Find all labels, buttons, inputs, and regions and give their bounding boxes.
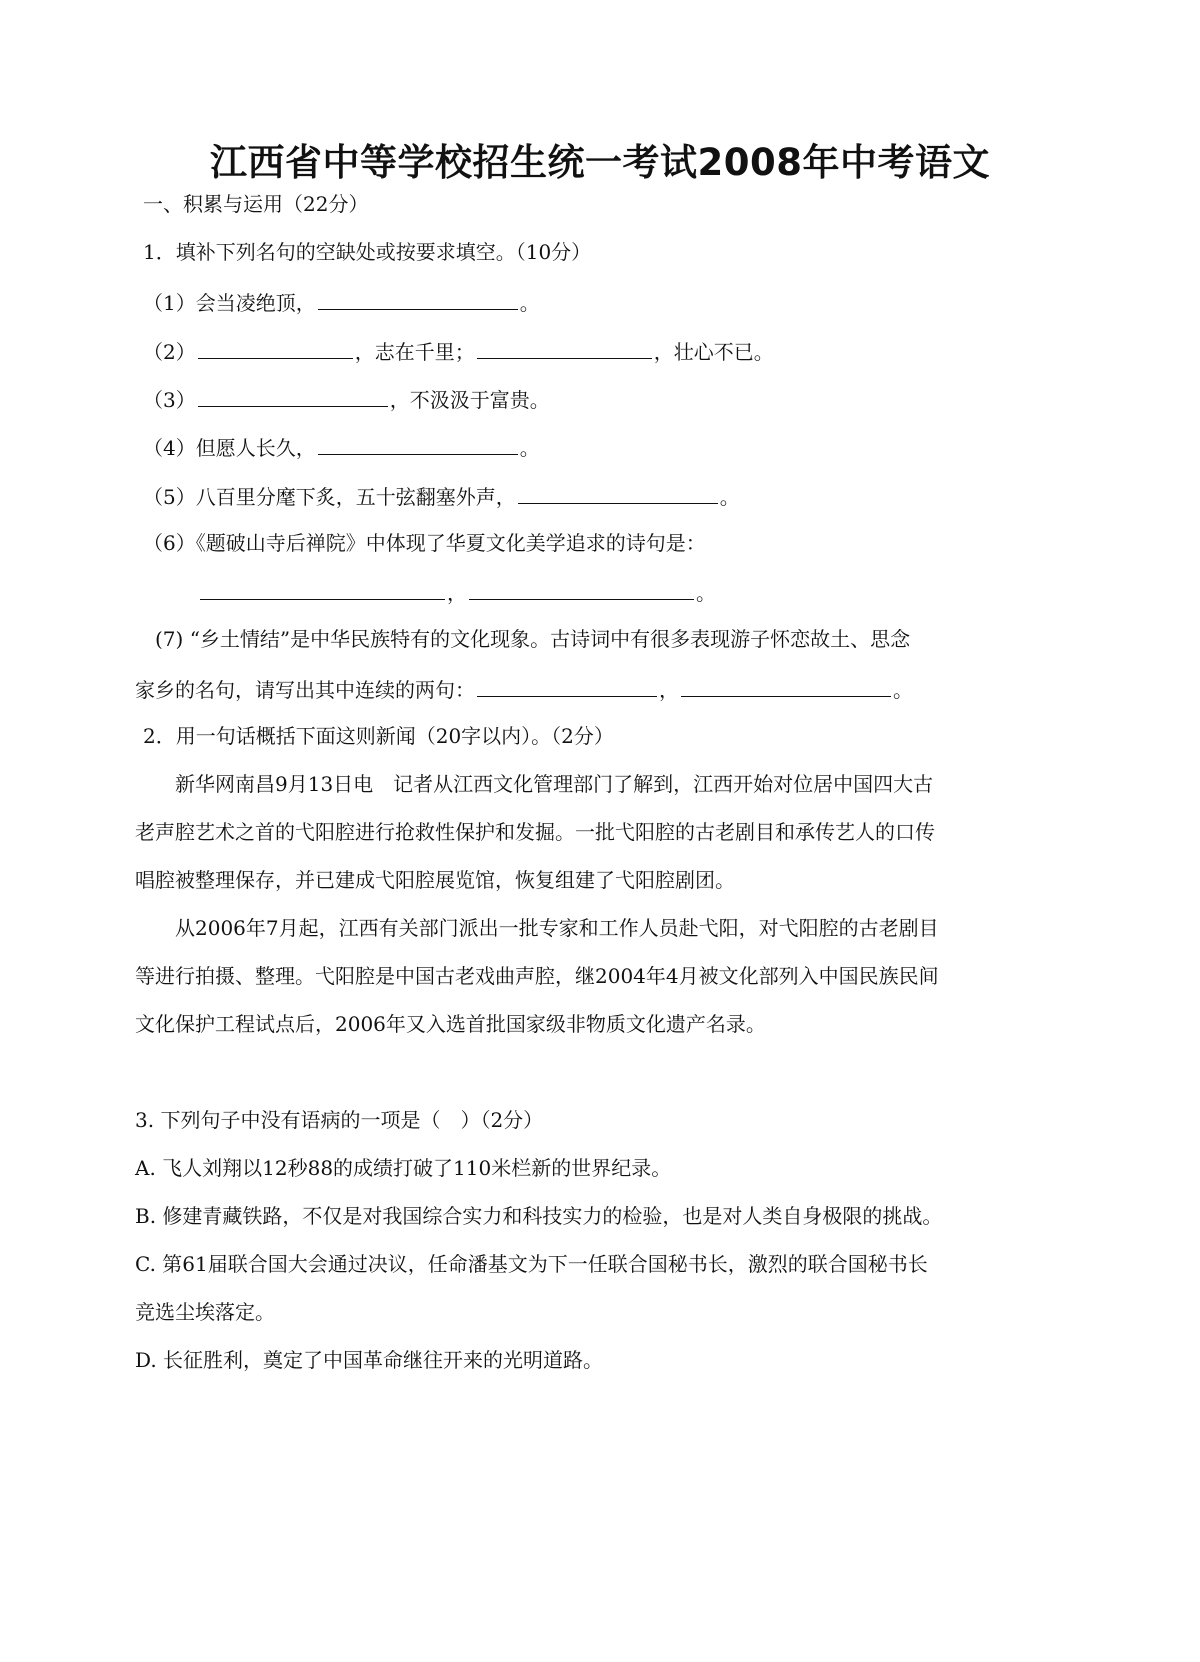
q1-item-7-cont: 家乡的名句，请写出其中连续的两句： ， 。 bbox=[135, 674, 913, 704]
option-d: D. 长征胜利，奠定了中国革命继往开来的光明道路。 bbox=[135, 1348, 604, 1372]
answer-blank[interactable] bbox=[477, 336, 652, 359]
news-para-2-line-2: 等进行拍摄、整理。弋阳腔是中国古老戏曲声腔，继2004年4月被文化部列入中国民族民间 bbox=[135, 964, 939, 988]
news-para-1-line-2: 老声腔艺术之首的弋阳腔进行抢救性保护和发掘。一批弋阳腔的古老剧目和承传艺人的口传 bbox=[135, 820, 935, 844]
answer-blank[interactable] bbox=[198, 384, 388, 407]
q1-item-6: （6）《题破山寺后禅院》中体现了华夏文化美学追求的诗句是： bbox=[143, 531, 706, 555]
q1-item-5: （5）八百里分麾下炙，五十弦翻塞外声， 。 bbox=[143, 481, 740, 511]
q1-item-1: （1）会当凌绝顶， 。 bbox=[143, 287, 540, 317]
answer-blank[interactable] bbox=[469, 577, 694, 600]
option-a: A. 飞人刘翔以12秒88的成绩打破了110米栏新的世界纪录。 bbox=[135, 1156, 672, 1180]
page-title: 江西省中等学校招生统一考试2008年中考语文 bbox=[210, 141, 990, 184]
option-b: B. 修建青藏铁路，不仅是对我国综合实力和科技实力的检验，也是对人类自身极限的挑战。 bbox=[135, 1204, 943, 1228]
q1-item-4: （4）但愿人长久， 。 bbox=[143, 432, 540, 462]
answer-blank[interactable] bbox=[200, 577, 445, 600]
answer-blank[interactable] bbox=[681, 674, 891, 697]
question-2-stem: 2．用一句话概括下面这则新闻（20字以内）。（2分） bbox=[143, 724, 614, 748]
option-c: C. 第61届联合国大会通过决议，任命潘基文为下一任联合国秘书长，激烈的联合国秘书长 bbox=[135, 1252, 928, 1276]
question-1-stem: 1．填补下列名句的空缺处或按要求填空。（10分） bbox=[143, 240, 592, 264]
news-para-1-line-1: 新华网南昌9月13日电 记者从江西文化管理部门了解到，江西开始对位居中国四大古 bbox=[175, 772, 934, 796]
news-para-1-line-3: 唱腔被整理保存，并已建成弋阳腔展览馆，恢复组建了弋阳腔剧团。 bbox=[135, 868, 735, 892]
news-para-2-line-1: 从2006年7月起，江西有关部门派出一批专家和工作人员赴弋阳，对弋阳腔的古老剧目 bbox=[175, 916, 939, 940]
q1-item-7: (7) “乡土情结”是中华民族特有的文化现象。古诗词中有很多表现游子怀恋故土、思念 bbox=[155, 627, 911, 651]
answer-blank[interactable] bbox=[518, 481, 718, 504]
answer-blank[interactable] bbox=[477, 674, 657, 697]
section-heading: 一、积累与运用（22分） bbox=[143, 192, 369, 216]
q1-item-2: （2） ，志在千里； ，壮心不已。 bbox=[143, 336, 774, 366]
news-para-2-line-3: 文化保护工程试点后，2006年又入选首批国家级非物质文化遗产名录。 bbox=[135, 1012, 766, 1036]
answer-blank[interactable] bbox=[318, 432, 518, 455]
question-3-stem: 3. 下列句子中没有语病的一项是（ ）（2分） bbox=[135, 1108, 544, 1132]
option-c-cont: 竞选尘埃落定。 bbox=[135, 1300, 275, 1324]
answer-blank[interactable] bbox=[198, 336, 353, 359]
answer-blank[interactable] bbox=[318, 287, 518, 310]
q1-item-3: （3） ，不汲汲于富贵。 bbox=[143, 384, 550, 414]
q1-item-6-blanks: ， 。 bbox=[198, 577, 716, 607]
